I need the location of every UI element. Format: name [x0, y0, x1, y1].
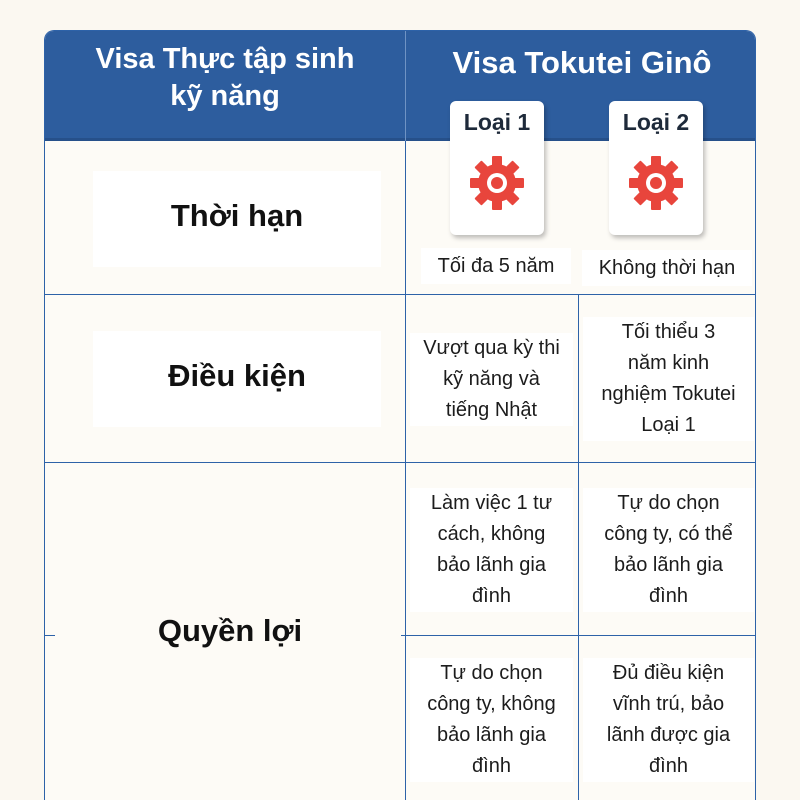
text-line: Làm việc 1 tư	[430, 492, 553, 514]
row-divider-3	[401, 635, 756, 636]
text-line: đình	[649, 585, 688, 607]
text-line: đình	[472, 585, 511, 607]
text-line: năm kinh	[627, 352, 710, 374]
header-trainee-line2: kỹ năng	[170, 80, 280, 112]
text-line: công ty, có thể	[604, 523, 733, 545]
cell-benefits-trainee-type1	[410, 488, 573, 612]
row-divider-3-stub	[45, 635, 55, 636]
column-divider-types	[578, 294, 579, 800]
comparison-table	[44, 30, 756, 800]
text-line: Tự do chọn	[617, 492, 720, 514]
row-label-duration: Thời hạn	[93, 171, 381, 267]
row-divider-1	[45, 294, 756, 295]
text-line: Vượt qua kỳ thi	[423, 337, 560, 359]
text-line: bảo lãnh gia	[437, 724, 546, 746]
column-divider-main	[405, 141, 406, 800]
cell-conditions-type2	[583, 317, 754, 441]
header-divider	[405, 31, 406, 141]
row-label-benefits: Quyền lợi	[157, 613, 303, 648]
card-type-2-label: Loại 2	[622, 109, 690, 135]
text-line: công ty, không	[427, 693, 556, 715]
gear-icon	[469, 155, 525, 211]
row-divider-2	[45, 462, 756, 463]
header-trainee-line1: Visa Thực tập sinh	[95, 43, 355, 75]
text-line: bảo lãnh gia	[614, 554, 723, 576]
header-tokutei-visa: Visa Tokutei Ginô	[452, 45, 712, 80]
cell-duration-type1: Tối đa 5 năm	[421, 248, 571, 284]
text-line: đình	[472, 755, 511, 777]
gear-icon	[628, 155, 684, 211]
card-type-1-label: Loại 1	[463, 109, 531, 135]
text-line: Đủ điều kiện	[612, 662, 725, 684]
text-line: Loại 1	[641, 414, 696, 436]
text-line: kỹ năng và	[443, 368, 540, 390]
card-type-2	[609, 101, 703, 235]
cell-conditions-type1	[410, 333, 573, 426]
cell-duration-type2: Không thời hạn	[582, 250, 752, 286]
text-line: tiếng Nhật	[445, 399, 538, 421]
cell-benefits-tokutei-type2	[583, 658, 754, 782]
header-trainee-visa	[45, 31, 405, 141]
text-line: cách, không	[437, 523, 546, 545]
cell-benefits-tokutei-type1	[410, 658, 573, 782]
text-line: nghiệm Tokutei	[601, 383, 736, 405]
text-line: Tối thiểu 3	[621, 321, 716, 343]
text-line: đình	[649, 755, 688, 777]
row-label-conditions: Điều kiện	[93, 331, 381, 427]
text-line: bảo lãnh gia	[437, 554, 546, 576]
text-line: Tự do chọn	[440, 662, 543, 684]
card-type-1	[450, 101, 544, 235]
cell-benefits-trainee-type2	[583, 488, 754, 612]
text-line: vĩnh trú, bảo	[612, 693, 725, 715]
text-line: lãnh được gia	[606, 724, 731, 746]
